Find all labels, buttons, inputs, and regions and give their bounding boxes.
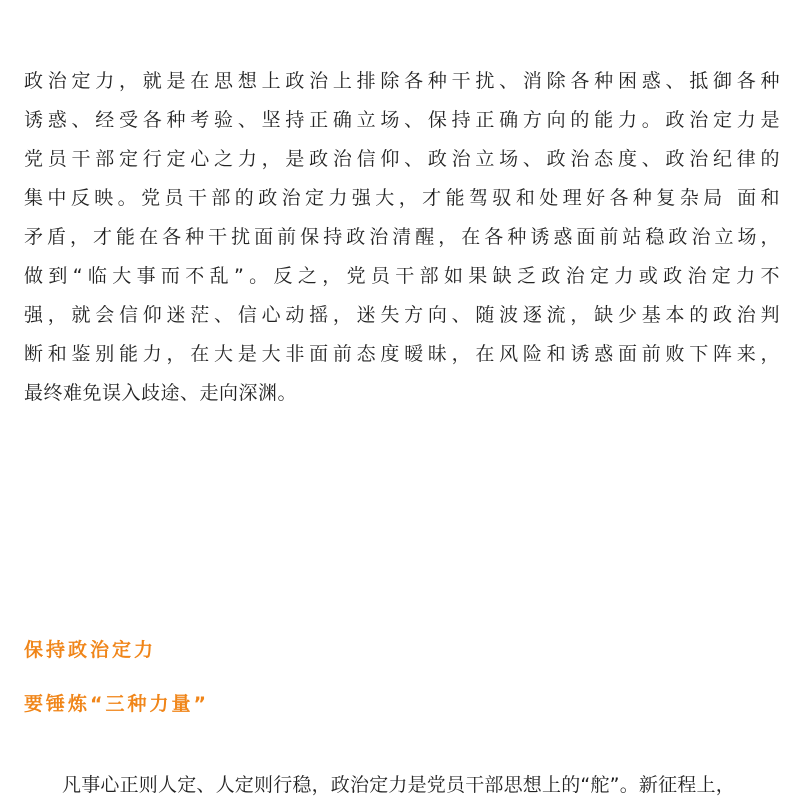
paragraph-line: 最终难免误入歧途、走向深渊。 xyxy=(24,382,298,404)
section-heading xyxy=(24,632,780,723)
section-heading-line-2: 要锤炼“三种力量” xyxy=(24,693,209,715)
paragraph-line: 凡事心正则人定、人定则行稳，政治定力是党员干部思想上的“舵”。新征程上， xyxy=(62,774,735,796)
article-paragraph-1 xyxy=(24,62,780,413)
paragraph-line: 做到“临大事而不乱”。反之，党员干部如果缺乏政治定力或政治定力不 xyxy=(24,265,780,287)
paragraph-line: 政治定力，就是在思想上政治上排除各种干扰、消除各种困惑、抵御各种 xyxy=(24,70,780,92)
paragraph-line: 矛盾，才能在各种干扰面前保持政治清醒，在各种诱惑面前站稳政治立场， xyxy=(24,226,780,248)
paragraph-line: 集中反映。党员干部的政治定力强大，才能驾驭和处理好各种复杂局 面和 xyxy=(24,187,780,209)
paragraph-line: 诱惑、经受各种考验、坚持正确立场、保持正确方向的能力。政治定力是 xyxy=(24,109,780,131)
article-paragraph-2 xyxy=(24,767,780,803)
paragraph-line: 强，就会信仰迷茫、信心动摇，迷失方向、随波逐流，缺少基本的政治判 xyxy=(24,304,780,326)
paragraph-line: 党员干部定行定心之力，是政治信仰、政治立场、政治态度、政治纪律的 xyxy=(24,148,780,170)
section-heading-line-1: 保持政治定力 xyxy=(24,639,157,661)
paragraph-line: 断和鉴别能力，在大是大非面前态度暧昧，在风险和诱惑面前败下阵来， xyxy=(24,343,780,365)
